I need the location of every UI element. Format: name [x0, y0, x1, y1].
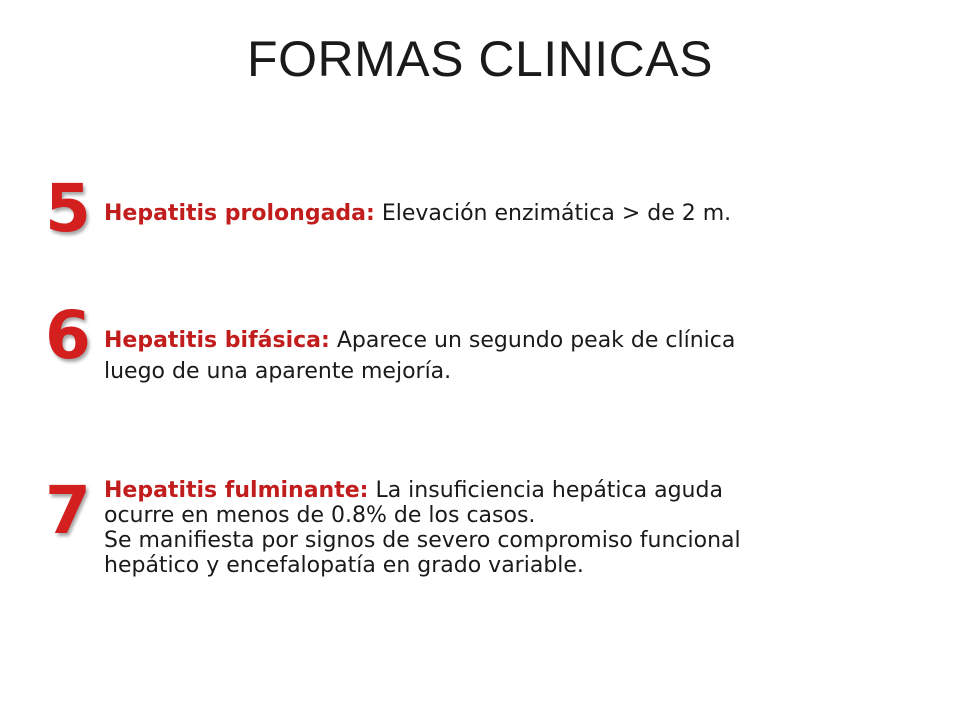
item-term: Hepatitis prolongada: — [104, 201, 375, 226]
item-line — [104, 200, 924, 228]
item-line — [104, 325, 904, 356]
item-prolongada — [104, 200, 924, 228]
item-term: Hepatitis bifásica: — [104, 328, 330, 353]
item-number-6: 6 — [45, 297, 91, 374]
item-text: Aparece un segundo peak de clínica — [336, 328, 736, 353]
item-text: hepático y encefalopatía en grado variable. — [104, 553, 584, 578]
item-bifasica — [104, 325, 904, 387]
slide-title: FORMAS CLINICAS — [247, 31, 713, 87]
item-number-7: 7 — [45, 472, 91, 549]
item-text: luego de una aparente mejoría. — [104, 359, 452, 384]
item-text: La insuficiencia hepática aguda — [375, 478, 723, 503]
item-text: Elevación enzimática > de 2 m. — [381, 201, 732, 226]
item-term: Hepatitis fulminante: — [104, 478, 369, 503]
item-line — [104, 478, 924, 503]
item-text: Se manifiesta por signos de severo compromiso funcional — [104, 528, 741, 553]
item-text: ocurre en menos de 0.8% de los casos. — [104, 503, 536, 528]
item-fulminante — [104, 478, 924, 578]
item-number-5: 5 — [45, 170, 91, 247]
